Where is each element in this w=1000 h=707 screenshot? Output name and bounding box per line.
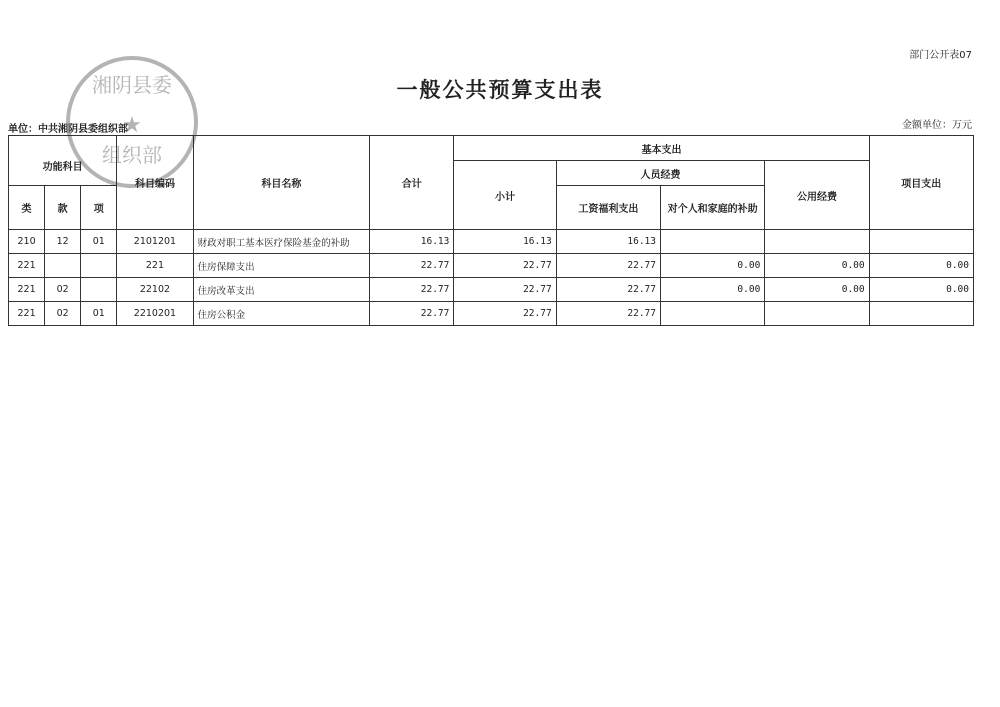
cell-subsidy [660,230,764,254]
header-subject-code: 科目编码 [117,136,193,230]
table-row [9,278,974,302]
cell-subsidy: 0.00 [660,278,764,302]
header-subsidy: 对个人和家庭的补助 [660,186,764,230]
cell-lei: 221 [9,254,45,278]
cell-xiang: 01 [81,230,117,254]
cell-lei: 221 [9,278,45,302]
page-code: 部门公开表07 [909,50,972,61]
table-row [9,254,974,278]
cell-total: 16.13 [370,230,454,254]
cell-code: 22102 [117,278,193,302]
amount-unit-label: 金额单位：万元 [902,120,972,131]
cell-name: 住房公积金 [193,302,370,326]
cell-xiang: 01 [81,302,117,326]
cell-public [765,302,869,326]
cell-wages: 22.77 [556,278,660,302]
cell-project: 0.00 [869,254,973,278]
cell-kuan [45,254,81,278]
header-public-funds: 公用经费 [765,161,869,230]
table-row [9,302,974,326]
header-kuan: 款 [45,186,81,230]
header-subject-name: 科目名称 [193,136,370,230]
svg-text:湘阴县委: 湘阴县委 [92,73,172,97]
cell-lei: 221 [9,302,45,326]
svg-text:组织部: 组织部 [102,143,162,167]
cell-total: 22.77 [370,302,454,326]
cell-code: 2101201 [117,230,193,254]
cell-wages: 22.77 [556,254,660,278]
header-subtotal: 小计 [454,161,556,230]
cell-subsidy [660,302,764,326]
page-title: 一般公共预算支出表 [396,77,604,102]
cell-kuan: 02 [45,302,81,326]
cell-name: 财政对职工基本医疗保险基金的补助 [193,230,370,254]
cell-public [765,230,869,254]
cell-kuan: 12 [45,230,81,254]
header-project-expenditure: 项目支出 [869,136,973,230]
header-lei: 类 [9,186,45,230]
header-basic-expenditure: 基本支出 [454,136,869,161]
cell-name: 住房保障支出 [193,254,370,278]
cell-name: 住房改革支出 [193,278,370,302]
svg-text:★: ★ [122,113,142,138]
cell-subtotal: 16.13 [454,230,556,254]
cell-wages: 22.77 [556,302,660,326]
cell-subtotal: 22.77 [454,302,556,326]
cell-subtotal: 22.77 [454,278,556,302]
cell-xiang [81,254,117,278]
table-row [9,230,974,254]
cell-total: 22.77 [370,278,454,302]
cell-project [869,302,973,326]
header-total: 合计 [370,136,454,230]
cell-wages: 16.13 [556,230,660,254]
cell-subsidy: 0.00 [660,254,764,278]
cell-subtotal: 22.77 [454,254,556,278]
unit-label: 单位：中共湘阴县委组织部 [8,124,128,135]
cell-code: 2210201 [117,302,193,326]
header-function-subject: 功能科目 [9,136,117,186]
cell-project: 0.00 [869,278,973,302]
cell-xiang [81,278,117,302]
cell-lei: 210 [9,230,45,254]
cell-public: 0.00 [765,254,869,278]
header-wages: 工资福利支出 [556,186,660,230]
cell-project [869,230,973,254]
cell-code: 221 [117,254,193,278]
cell-total: 22.77 [370,254,454,278]
header-xiang: 项 [81,186,117,230]
budget-table [8,135,974,326]
cell-kuan: 02 [45,278,81,302]
header-personnel: 人员经费 [556,161,765,186]
cell-public: 0.00 [765,278,869,302]
